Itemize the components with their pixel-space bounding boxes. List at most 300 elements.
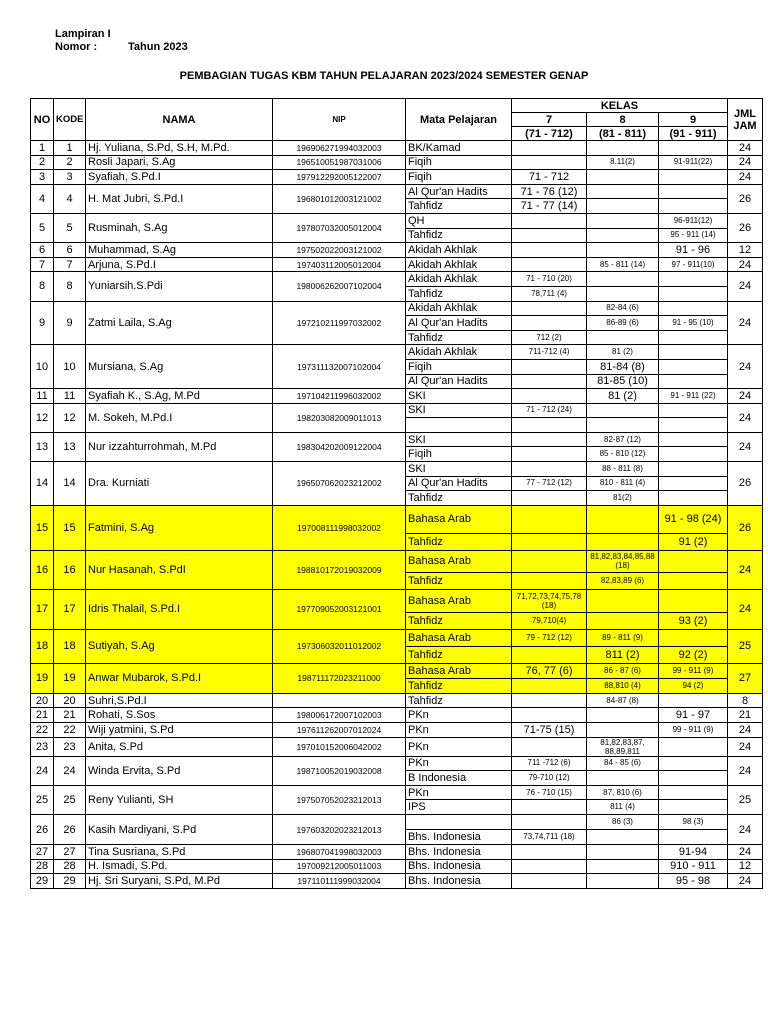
row-nama: Dra. Kurniati (86, 462, 273, 506)
row-no: 18 (31, 629, 54, 663)
row-nip: 196801012003121002 (273, 184, 406, 213)
table-row (31, 815, 763, 830)
row-kelas-8: 81 (2) (587, 389, 659, 404)
row-kelas-9: 91 - 96 (659, 243, 728, 258)
row-nama: Tina Susriana, S.Pd (86, 845, 273, 860)
row-kelas-9: 99 - 911 (9) (659, 723, 728, 738)
table-row (31, 257, 763, 272)
row-mapel (406, 815, 512, 830)
row-mapel: PKn (406, 756, 512, 771)
row-kelas-7: 79,710(4) (512, 612, 587, 629)
table-row (31, 845, 763, 860)
row-nama: Rosli Japari, S.Ag (86, 155, 273, 170)
row-no: 19 (31, 663, 54, 693)
row-kelas-7 (512, 155, 587, 170)
table-row (31, 389, 763, 404)
row-kelas-7: 71 - 712 (24) (512, 403, 587, 418)
row-kelas-9: 91-94 (659, 845, 728, 860)
row-kelas-9 (659, 184, 728, 199)
row-kelas-7 (512, 316, 587, 331)
row-kelas-7: 79 - 712 (12) (512, 629, 587, 646)
row-kelas-7: 712 (2) (512, 330, 587, 345)
table-row (31, 550, 763, 572)
table-row (31, 301, 763, 316)
row-kelas-7 (512, 432, 587, 447)
col-header-kode: KODE (54, 99, 86, 141)
row-kelas-8: 84-87 (8) (587, 693, 659, 708)
col-header-kelas: KELAS (512, 99, 728, 113)
col-header-kelas-7-range: (71 - 712) (512, 127, 587, 141)
row-kelas-8 (587, 830, 659, 845)
row-no: 20 (31, 693, 54, 708)
row-kode: 15 (54, 505, 86, 550)
row-mapel: Akidah Akhlak (406, 301, 512, 316)
row-nama: Fatmini, S.Ag (86, 505, 273, 550)
row-no: 7 (31, 257, 54, 272)
row-kelas-9: 91 - 911 (22) (659, 389, 728, 404)
row-nama: Anwar Mubarok, S.Pd.I (86, 663, 273, 693)
row-nip: 197306032011012002 (273, 629, 406, 663)
row-mapel: Tahfidz (406, 228, 512, 243)
nomor-line (55, 41, 188, 53)
row-nama: Syafiah K., S.Ag, M.Pd (86, 389, 273, 404)
row-kode: 7 (54, 257, 86, 272)
row-nama: Kasih Mardiyani, S.Pd (86, 815, 273, 845)
row-mapel: Fiqih (406, 359, 512, 374)
row-kelas-7: 79-710 (12) (512, 771, 587, 786)
row-kelas-9 (659, 286, 728, 301)
row-kelas-9 (659, 141, 728, 156)
row-jml: 24 (728, 345, 763, 389)
row-no: 21 (31, 708, 54, 723)
row-kode: 21 (54, 708, 86, 723)
row-mapel (406, 418, 512, 433)
row-no: 28 (31, 859, 54, 874)
row-mapel: Tahfidz (406, 693, 512, 708)
row-mapel: Fiqih (406, 447, 512, 462)
row-nama: Anita, S.Pd (86, 737, 273, 756)
row-nip: 198304202009122004 (273, 432, 406, 461)
row-nip: 197807032005012004 (273, 213, 406, 242)
row-kelas-8 (587, 199, 659, 214)
row-mapel: Tahfidz (406, 491, 512, 506)
row-mapel: Tahfidz (406, 646, 512, 663)
row-nama: Suhri,S.Pd.I (86, 693, 273, 708)
row-nip: 198710052019032008 (273, 756, 406, 785)
row-kelas-9 (659, 374, 728, 389)
row-no: 9 (31, 301, 54, 345)
row-mapel: PKn (406, 785, 512, 800)
row-mapel: Bhs. Indonesia (406, 830, 512, 845)
col-header-kelas-8: 8 (587, 113, 659, 127)
row-no: 5 (31, 213, 54, 242)
row-mapel: Tahfidz (406, 678, 512, 693)
row-kode: 28 (54, 859, 86, 874)
row-kelas-7 (512, 374, 587, 389)
row-kelas-8 (587, 286, 659, 301)
row-kelas-7 (512, 533, 587, 550)
row-kelas-8: 86-89 (6) (587, 316, 659, 331)
table-row (31, 723, 763, 738)
row-kelas-9: 91 - 98 (24) (659, 505, 728, 533)
row-kode: 4 (54, 184, 86, 213)
col-header-kelas-8-range: (81 - 811) (587, 127, 659, 141)
table-row (31, 874, 763, 889)
row-mapel: Fiqih (406, 170, 512, 185)
row-mapel: Bahasa Arab (406, 663, 512, 678)
row-nip: 197104211996032002 (273, 389, 406, 404)
row-kode: 12 (54, 403, 86, 432)
row-no: 17 (31, 589, 54, 629)
row-jml: 26 (728, 505, 763, 550)
table-row (31, 756, 763, 771)
row-kelas-9 (659, 199, 728, 214)
table-row (31, 213, 763, 228)
row-jml: 27 (728, 663, 763, 693)
row-mapel: PKn (406, 723, 512, 738)
row-kode: 9 (54, 301, 86, 345)
row-kode: 3 (54, 170, 86, 185)
row-kode: 8 (54, 272, 86, 301)
row-mapel: SKI (406, 462, 512, 477)
row-jml: 24 (728, 389, 763, 404)
row-nama: Hj. Yuliana, S.Pd, S.H, M.Pd. (86, 141, 273, 156)
row-kelas-8: 811 (4) (587, 800, 659, 815)
row-kelas-9 (659, 403, 728, 418)
row-jml: 24 (728, 589, 763, 629)
row-kelas-8: 810 - 811 (4) (587, 476, 659, 491)
row-no: 3 (31, 170, 54, 185)
row-kelas-8: 89 - 811 (9) (587, 629, 659, 646)
row-nama: Sutiyah, S.Ag (86, 629, 273, 663)
row-kelas-8: 81(2) (587, 491, 659, 506)
row-nip: 196906271994032003 (273, 141, 406, 156)
row-kode: 10 (54, 345, 86, 389)
row-nip: 197709052003121001 (273, 589, 406, 629)
row-mapel: Bhs. Indonesia (406, 874, 512, 889)
row-nama: Yuniarsih.S.Pdi (86, 272, 273, 301)
row-jml: 24 (728, 170, 763, 185)
row-kelas-7 (512, 447, 587, 462)
row-jml: 24 (728, 403, 763, 432)
row-kelas-8 (587, 859, 659, 874)
row-kelas-7 (512, 243, 587, 258)
row-kelas-8 (587, 533, 659, 550)
row-kelas-9: 92 (2) (659, 646, 728, 663)
row-no: 10 (31, 345, 54, 389)
row-kelas-7 (512, 859, 587, 874)
col-header-nama: NAMA (86, 99, 273, 141)
row-kelas-9 (659, 491, 728, 506)
row-jml: 25 (728, 785, 763, 814)
row-kelas-9 (659, 785, 728, 800)
row-no: 8 (31, 272, 54, 301)
row-kelas-9 (659, 345, 728, 360)
table-body (31, 141, 763, 889)
nomor-label: Nomor : (55, 41, 98, 53)
row-kelas-8 (587, 589, 659, 612)
row-kelas-7: 76, 77 (6) (512, 663, 587, 678)
row-kelas-8: 85 - 811 (14) (587, 257, 659, 272)
row-nip: 197009212005011003 (273, 859, 406, 874)
row-kelas-9: 91 - 95 (10) (659, 316, 728, 331)
row-kelas-9: 95 - 98 (659, 874, 728, 889)
tahun-label: Tahun 2023 (128, 41, 188, 53)
table-row (31, 505, 763, 533)
row-nama: Syafiah, S.Pd.I (86, 170, 273, 185)
row-mapel: Bhs. Indonesia (406, 859, 512, 874)
row-mapel: SKI (406, 403, 512, 418)
row-mapel: Fiqih (406, 155, 512, 170)
row-kelas-8: 82-84 (6) (587, 301, 659, 316)
row-kelas-8 (587, 418, 659, 433)
row-nama: Winda Ervita, S.Pd (86, 756, 273, 785)
row-kelas-9 (659, 272, 728, 287)
row-mapel: Al Qur'an Hadits (406, 476, 512, 491)
row-nama: Rohati, S.Sos (86, 708, 273, 723)
row-nama: Nur Hasanah, S.PdI (86, 550, 273, 589)
row-nip: 198203082009011013 (273, 403, 406, 432)
row-mapel: Tahfidz (406, 533, 512, 550)
row-nip (273, 693, 406, 708)
row-kelas-7: 711-712 (4) (512, 345, 587, 360)
col-header-no: NO (31, 99, 54, 141)
row-kelas-8: 81,82,83,87, 88,89,811 (587, 737, 659, 756)
row-kelas-8: 8.11(2) (587, 155, 659, 170)
row-kelas-7: 71 - 710 (20) (512, 272, 587, 287)
col-header-kelas-9-range: (91 - 911) (659, 127, 728, 141)
row-kelas-7 (512, 228, 587, 243)
row-kelas-7 (512, 646, 587, 663)
table-row (31, 693, 763, 708)
row-nama: M. Sokeh, M.Pd.I (86, 403, 273, 432)
row-mapel: PKn (406, 737, 512, 756)
row-mapel: Bahasa Arab (406, 629, 512, 646)
row-mapel: Tahfidz (406, 286, 512, 301)
row-kelas-7 (512, 572, 587, 589)
row-jml: 24 (728, 301, 763, 345)
row-mapel: PKn (406, 708, 512, 723)
row-kelas-9 (659, 771, 728, 786)
row-kelas-9 (659, 830, 728, 845)
table-row (31, 859, 763, 874)
table-row (31, 403, 763, 418)
assignment-table (30, 98, 763, 889)
row-kelas-8: 82-87 (12) (587, 432, 659, 447)
row-kelas-9 (659, 301, 728, 316)
row-no: 22 (31, 723, 54, 738)
row-jml: 12 (728, 859, 763, 874)
row-kelas-7 (512, 874, 587, 889)
row-kelas-8: 88,810 (4) (587, 678, 659, 693)
row-kelas-9 (659, 359, 728, 374)
row-mapel: Akidah Akhlak (406, 345, 512, 360)
table-row (31, 155, 763, 170)
row-nip: 197912292005122007 (273, 170, 406, 185)
row-kode: 20 (54, 693, 86, 708)
row-kelas-8 (587, 612, 659, 629)
row-kelas-8 (587, 213, 659, 228)
row-kelas-7: 76 - 710 (15) (512, 785, 587, 800)
row-kelas-8: 84 - 85 (6) (587, 756, 659, 771)
row-kelas-7: 77 - 712 (12) (512, 476, 587, 491)
row-kelas-9: 93 (2) (659, 612, 728, 629)
row-kode: 26 (54, 815, 86, 845)
row-no: 29 (31, 874, 54, 889)
row-kelas-9: 99 - 911 (9) (659, 663, 728, 678)
row-nama: H. Mat Jubri, S.Pd.I (86, 184, 273, 213)
row-kelas-7 (512, 845, 587, 860)
row-kelas-8 (587, 874, 659, 889)
row-jml: 24 (728, 723, 763, 738)
row-kelas-8: 81 (2) (587, 345, 659, 360)
table-row (31, 432, 763, 447)
row-mapel: Tahfidz (406, 199, 512, 214)
row-kelas-7 (512, 505, 587, 533)
row-nip: 197008111998032002 (273, 505, 406, 550)
row-jml: 24 (728, 550, 763, 589)
document-title: PEMBAGIAN TUGAS KBM TAHUN PELAJARAN 2023/2024 SEMESTER GENAP (179, 70, 589, 82)
row-kelas-8 (587, 243, 659, 258)
row-kelas-9 (659, 330, 728, 345)
row-mapel: Akidah Akhlak (406, 272, 512, 287)
table-row (31, 589, 763, 612)
row-kode: 13 (54, 432, 86, 461)
row-kode: 11 (54, 389, 86, 404)
row-jml: 24 (728, 141, 763, 156)
row-jml: 24 (728, 815, 763, 845)
row-kelas-7: 71 - 712 (512, 170, 587, 185)
row-kode: 17 (54, 589, 86, 629)
row-kelas-8 (587, 184, 659, 199)
row-nama: Nur izzahturrohmah, M.Pd (86, 432, 273, 461)
row-mapel: Bahasa Arab (406, 550, 512, 572)
row-kode: 22 (54, 723, 86, 738)
table-row (31, 629, 763, 646)
row-kode: 14 (54, 462, 86, 506)
row-mapel: QH (406, 213, 512, 228)
row-no: 4 (31, 184, 54, 213)
row-kelas-8: 86 - 87 (6) (587, 663, 659, 678)
row-kelas-7 (512, 389, 587, 404)
row-mapel: Bhs. Indonesia (406, 845, 512, 860)
row-jml: 24 (728, 432, 763, 461)
row-kelas-8 (587, 723, 659, 738)
row-nama: H. Ismadi, S.Pd. (86, 859, 273, 874)
row-jml: 24 (728, 756, 763, 785)
row-kelas-8 (587, 505, 659, 533)
row-no: 14 (31, 462, 54, 506)
row-kelas-8 (587, 228, 659, 243)
row-kode: 25 (54, 785, 86, 814)
row-jml: 21 (728, 708, 763, 723)
row-nip: 198711172023211000 (273, 663, 406, 693)
row-kelas-7 (512, 418, 587, 433)
row-kode: 19 (54, 663, 86, 693)
row-nip: 196807041998032003 (273, 845, 406, 860)
row-jml: 24 (728, 272, 763, 301)
table-row (31, 170, 763, 185)
col-header-jml-jam (728, 99, 763, 141)
row-no: 24 (31, 756, 54, 785)
row-kelas-8: 82,83,89 (6) (587, 572, 659, 589)
row-kelas-7 (512, 141, 587, 156)
row-no: 15 (31, 505, 54, 550)
row-kelas-7: 73,74,711 (18) (512, 830, 587, 845)
row-jml: 24 (728, 845, 763, 860)
row-kelas-8 (587, 845, 659, 860)
row-jml: 25 (728, 629, 763, 663)
row-kelas-9: 96-911(12) (659, 213, 728, 228)
table-row (31, 141, 763, 156)
row-nip: 196507062023212002 (273, 462, 406, 506)
row-mapel: BK/Kamad (406, 141, 512, 156)
row-kelas-7: 71 - 77 (14) (512, 199, 587, 214)
row-kelas-8 (587, 708, 659, 723)
row-kelas-9 (659, 737, 728, 756)
row-nama: Reny Yulianti, SH (86, 785, 273, 814)
row-kelas-9 (659, 629, 728, 646)
row-kelas-8 (587, 141, 659, 156)
row-mapel: B Indonesia (406, 771, 512, 786)
row-kode: 2 (54, 155, 86, 170)
row-kelas-8: 81,82,83,84,85,88 (18) (587, 550, 659, 572)
row-nip: 197010152006042002 (273, 737, 406, 756)
row-jml: 8 (728, 693, 763, 708)
row-no: 16 (31, 550, 54, 589)
table-row (31, 663, 763, 678)
row-kelas-7 (512, 359, 587, 374)
row-mapel: IPS (406, 800, 512, 815)
row-kelas-8: 811 (2) (587, 646, 659, 663)
row-kelas-9: 94 (2) (659, 678, 728, 693)
row-kelas-7 (512, 737, 587, 756)
row-kelas-8 (587, 170, 659, 185)
row-kelas-7 (512, 550, 587, 572)
row-kelas-7: 711 -712 (6) (512, 756, 587, 771)
row-kelas-7 (512, 491, 587, 506)
table-row (31, 737, 763, 756)
row-kelas-7: 71,72,73,74,75,78 (18) (512, 589, 587, 612)
row-nama: Rusminah, S.Ag (86, 213, 273, 242)
row-kelas-7 (512, 213, 587, 228)
row-nama: Idris Thalail, S.Pd.I (86, 589, 273, 629)
table-row (31, 345, 763, 360)
row-kelas-7: 78,711 (4) (512, 286, 587, 301)
row-mapel: Tahfidz (406, 330, 512, 345)
table-row (31, 708, 763, 723)
row-mapel: Bahasa Arab (406, 505, 512, 533)
row-nama: Arjuna, S.Pd.I (86, 257, 273, 272)
row-kelas-7 (512, 693, 587, 708)
row-kelas-8: 85 - 810 (12) (587, 447, 659, 462)
row-nama: Wiji yatmini, S.Pd (86, 723, 273, 738)
row-jml: 26 (728, 213, 763, 242)
row-nip: 196510051987031006 (273, 155, 406, 170)
row-no: 27 (31, 845, 54, 860)
row-no: 6 (31, 243, 54, 258)
row-kode: 23 (54, 737, 86, 756)
jml-label: JML (734, 107, 756, 120)
table-row (31, 462, 763, 477)
row-nip: 197603202023212013 (273, 815, 406, 845)
row-nip: 197110111999032004 (273, 874, 406, 889)
row-mapel: Al Qur'an Hadits (406, 374, 512, 389)
row-kelas-7: 71 - 76 (12) (512, 184, 587, 199)
row-mapel: Akidah Akhlak (406, 257, 512, 272)
row-kelas-8 (587, 272, 659, 287)
row-kelas-7 (512, 257, 587, 272)
